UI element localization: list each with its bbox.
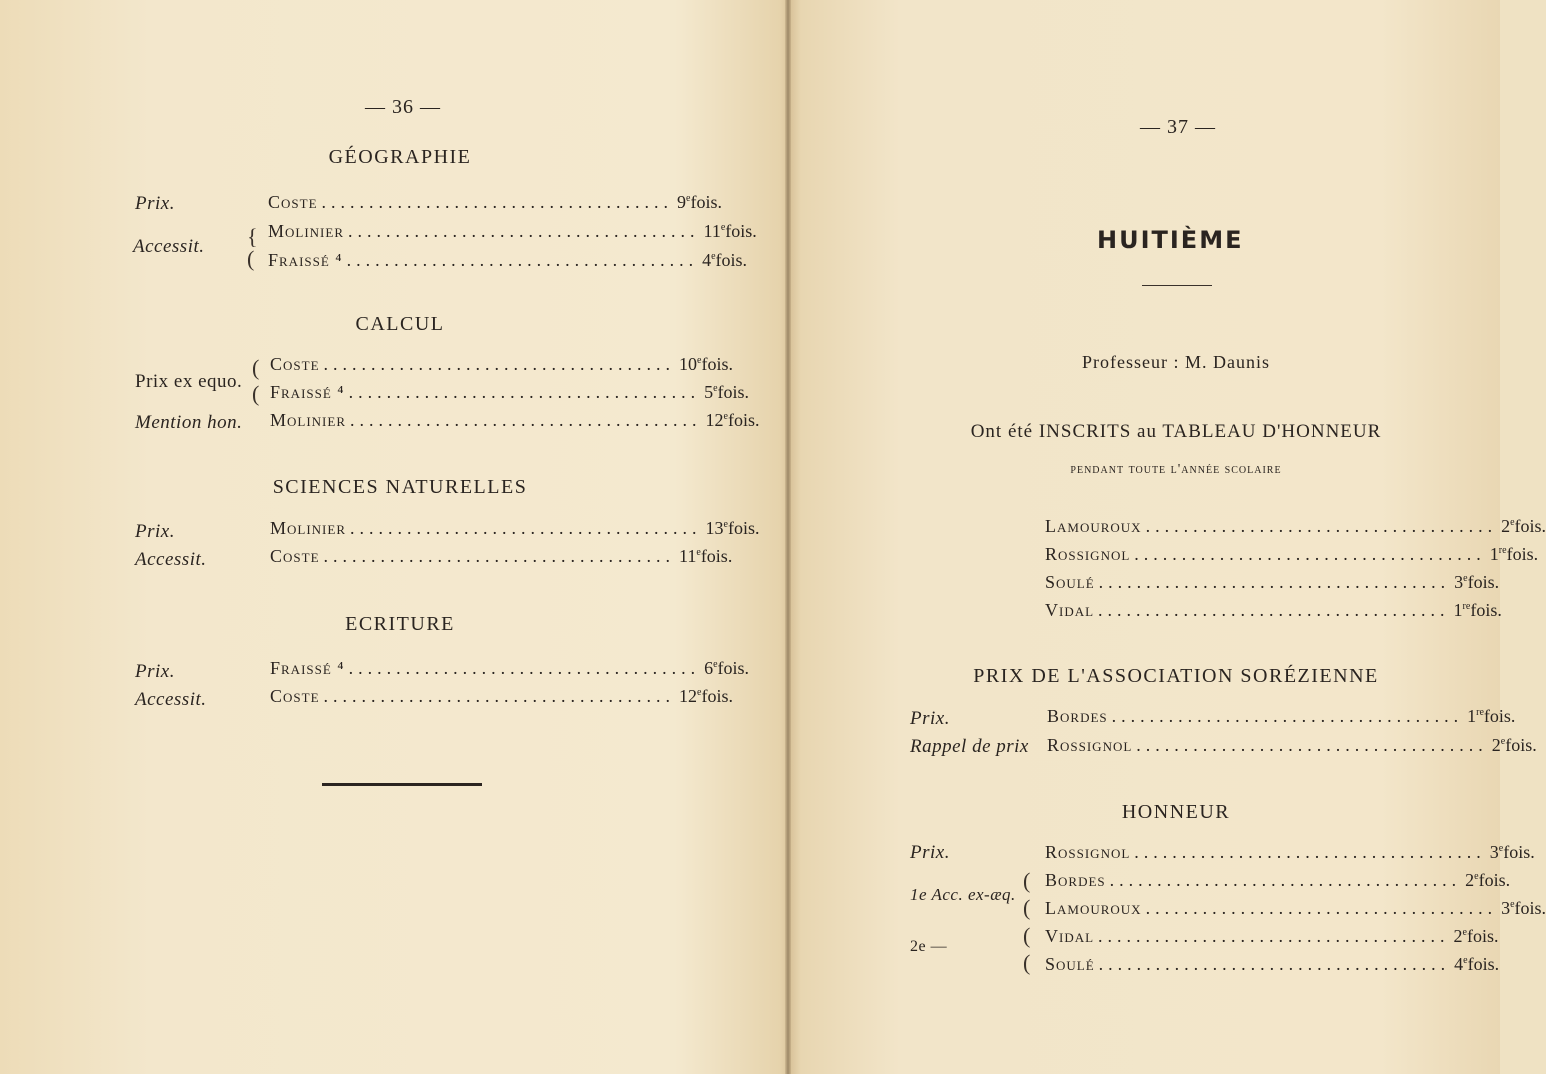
award-row: Molinier ..................................... 13e fois.: [270, 518, 760, 538]
prix-label: Prix.: [135, 521, 175, 542]
mention-label: Mention hon.: [135, 412, 243, 433]
professeur-line: Professeur : M. Daunis: [1082, 352, 1270, 372]
award-row: Coste ..................................... 10e fois.: [270, 354, 733, 374]
award-row: Molinier ..................................... 12e fois.: [270, 410, 760, 430]
rappel-label: Rappel de prix: [910, 736, 1029, 757]
award-row: Coste ..................................... 11e fois.: [270, 546, 733, 566]
award-row: Fraissé ⁴ ..................................... 5e fois.: [270, 382, 750, 402]
award-row: Coste ..................................... 9e fois.: [268, 192, 722, 212]
accessit-label: Accessit.: [133, 236, 205, 257]
page-number: — 36 —: [365, 96, 441, 118]
section-title-ecriture: ECRITURE: [345, 613, 455, 635]
award-row: Lamouroux ..................................... 3e fois.: [1045, 898, 1546, 918]
acc1-label: 1e Acc. ex-æq.: [910, 885, 1016, 904]
accessit-label: Accessit.: [135, 689, 207, 710]
brace: (: [252, 355, 260, 380]
award-row: Coste ..................................... 12e fois.: [270, 686, 733, 706]
title-rule: [1142, 285, 1212, 286]
prix-label: Prix.: [910, 708, 950, 729]
acc2-label: 2e —: [910, 938, 948, 955]
award-row: Soulé ..................................... 4e fois.: [1045, 954, 1500, 974]
award-row: Fraissé ⁴ ..................................... 4e fois.: [268, 250, 748, 270]
award-row: Fraissé ⁴ ..................................... 6e fois.: [270, 658, 750, 678]
brace: (: [1023, 950, 1031, 975]
section-title-geographie: GÉOGRAPHIE: [328, 146, 472, 168]
prix-label: Prix.: [135, 193, 175, 214]
award-row: Bordes ..................................... 2e fois.: [1045, 870, 1511, 890]
end-rule: [322, 783, 482, 786]
brace: (: [1023, 868, 1031, 893]
section-title-honneur: HONNEUR: [1121, 801, 1231, 823]
brace: (: [252, 381, 260, 406]
tableau-row: Rossignol ..................................... 1re fois.: [1045, 544, 1539, 564]
brace: (: [247, 246, 255, 271]
tableau-row: Soulé ..................................... 3e fois.: [1045, 572, 1500, 592]
award-row: Rossignol ..................................... 3e fois.: [1045, 842, 1535, 862]
tableau-row: Vidal ..................................... 1re fois.: [1045, 600, 1502, 620]
accessit-label: Accessit.: [135, 549, 207, 570]
award-row: Molinier ..................................... 11e fois.: [268, 221, 757, 241]
brace: {: [247, 224, 258, 249]
award-row: Bordes ..................................... 1re fois.: [1047, 706, 1516, 726]
award-row: Vidal ..................................... 2e fois.: [1045, 926, 1499, 946]
brace: (: [1023, 895, 1031, 920]
section-title-association: PRIX DE L'ASSOCIATION SORÉZIENNE: [973, 665, 1379, 687]
tableau-subheading: pendant toute l'année scolaire: [1070, 462, 1282, 477]
page-number: — 37 —: [1140, 116, 1216, 138]
right-page: [791, 0, 1546, 1074]
brace: (: [1023, 923, 1031, 948]
prix-ex-equo-label: Prix ex equo.: [135, 371, 243, 392]
award-row: Rossignol ..................................... 2e fois.: [1047, 735, 1537, 755]
section-title-sciences: SCIENCES NATURELLES: [272, 476, 528, 498]
section-title-calcul: CALCUL: [355, 313, 445, 335]
prix-label: Prix.: [910, 842, 950, 863]
tableau-heading: Ont été INSCRITS au TABLEAU D'HONNEUR: [970, 421, 1382, 442]
tableau-row: Lamouroux ..................................... 2e fois.: [1045, 516, 1546, 536]
prix-label: Prix.: [135, 661, 175, 682]
class-title: HUITIÈME: [1097, 226, 1244, 254]
